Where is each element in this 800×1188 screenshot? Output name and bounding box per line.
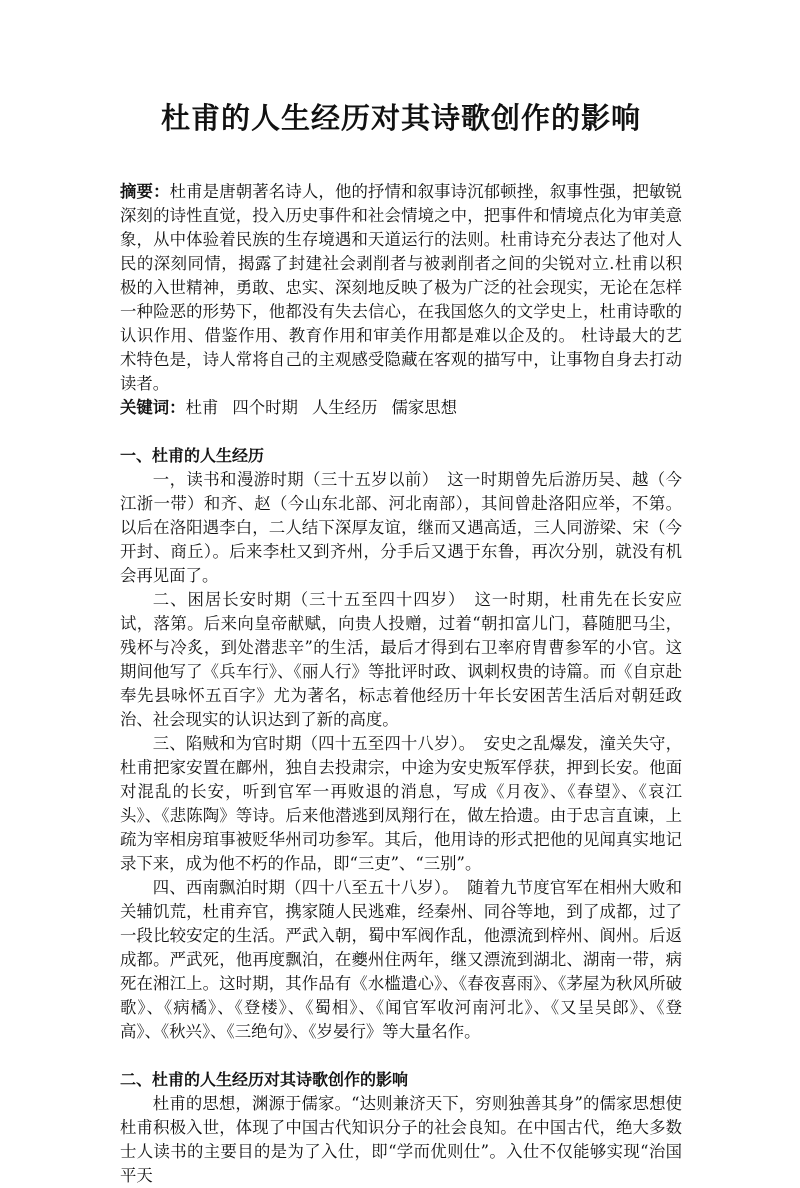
document-body xyxy=(120,180,682,1188)
abstract-paragraph xyxy=(120,180,682,396)
keyword-item: 四个时期 xyxy=(232,398,298,417)
section-1-paragraph-1: 一，读书和漫游时期（三十五岁以前） 这一时期曾先后游历吴、越（今江浙一带）和齐、赵（今山东北部、河北南部），其间曾赴洛阳应举，不第。以后在洛阳遇李白，二人结下深厚友谊，继而又遇高适，三人同游梁、宋（今开封、商丘）。后来李杜又到齐州，分手后又遇于东鲁，再次分别，就没有机会再见面了。 xyxy=(120,470,682,585)
keywords-label: 关键词： xyxy=(120,398,186,417)
section-1-heading: 一、杜甫的人生经历 xyxy=(120,446,265,465)
keyword-item: 人生经历 xyxy=(311,398,378,417)
section-1-paragraph-4: 四、西南飘泊时期（四十八至五十八岁）。 随着九节度官军在相州大败和关辅饥荒，杜甫弃官，携家随人民逃难，经秦州、同谷等地，到了成都，过了一段比较安定的生活。严武入朝，蜀中军阀作乱，他漂流到梓州、阆州。后返成都。严武死，他再度飘泊，在夔州住两年，继又漂流到湖北、湖南一带，病死在湘江上。这时期，其作品有《水槛遣心》、《春夜喜雨》、《茅屋为秋风所破歌》、《病橘》、《登楼》、《蜀相》、《闻官军收河南河北》、《又呈吴郎》、《登高》、《秋兴》、《三绝句》、《岁晏行》等大量名作。 xyxy=(120,878,682,1041)
keyword-item: 杜甫 xyxy=(185,398,219,417)
abstract-text: 杜甫是唐朝著名诗人，他的抒情和叙事诗沉郁顿挫，叙事性强，把敏锐深刻的诗性直觉，投入历史事件和社会情境之中，把事件和情境点化为审美意象，从中体验着民族的生存境遇和天道运行的法则。杜甫诗充分表达了他对人民的深刻同情，揭露了封建社会剥削者与被剥削者之间的尖锐对立.杜甫以积极的入世精神，勇敢、忠实、深刻地反映了极为广泛的社会现实，无论在怎样一种险恶的形势下，他都没有失去信心，在我国悠久的文学史上，杜甫诗歌的认识作用、借鉴作用、教育作用和审美作用都是难以企及的。 杜诗最大的艺术特色是，诗人常将自己的主观感受隐藏在客观的描写中，让事物自身去打动读者。 xyxy=(120,182,683,393)
keywords-line xyxy=(120,396,682,420)
keyword-item: 儒家思想 xyxy=(391,398,458,417)
section-2-heading: 二、杜甫的人生经历对其诗歌创作的影响 xyxy=(120,1070,409,1089)
page-title: 杜甫的人生经历对其诗歌创作的影响 xyxy=(160,101,641,135)
section-2-paragraph-1: 杜甫的思想，渊源于儒家。“达则兼济天下，穷则独善其身”的儒家思想使杜甫积极入世，体现了中国古代知识分子的社会良知。在中国古代，绝大多数士人读书的主要目的是为了入仕，即“学而优则仕”。入仕不仅能够实现“治国平天 xyxy=(120,1094,682,1185)
section-1-paragraph-3: 三、陷贼和为官时期（四十五至四十八岁）。 安史之乱爆发，潼关失守，杜甫把家安置在鄜州，独自去投肃宗，中途为安史叛军俘获，押到长安。他面对混乱的长安，听到官军一再败退的消息，写成《月夜》、《春望》、《哀江头》、《悲陈陶》等诗。后来他潜逃到凤翔行在，做左拾遗。由于忠言直谏，上疏为宰相房琯事被贬华州司功参军。其后，他用诗的形式把他的见闻真实地记录下来，成为他不朽的作品，即“三吏”、“三别”。 xyxy=(120,734,682,873)
abstract-label: 摘要： xyxy=(120,182,170,201)
section-1-paragraph-2: 二、困居长安时期（三十五至四十四岁） 这一时期，杜甫先在长安应试，落第。后来向皇帝献赋，向贵人投赠，过着“朝扣富儿门，暮随肥马尘，残杯与冷炙，到处潜悲辛”的生活，最后才得到右卫率府胄曹参军的小官。这期间他写了《兵车行》、《丽人行》等批评时政、讽刺权贵的诗篇。而《自京赴奉先县咏怀五百字》尤为著名，标志着他经历十年长安困苦生活后对朝廷政治、社会现实的认识达到了新的高度。 xyxy=(120,590,682,729)
